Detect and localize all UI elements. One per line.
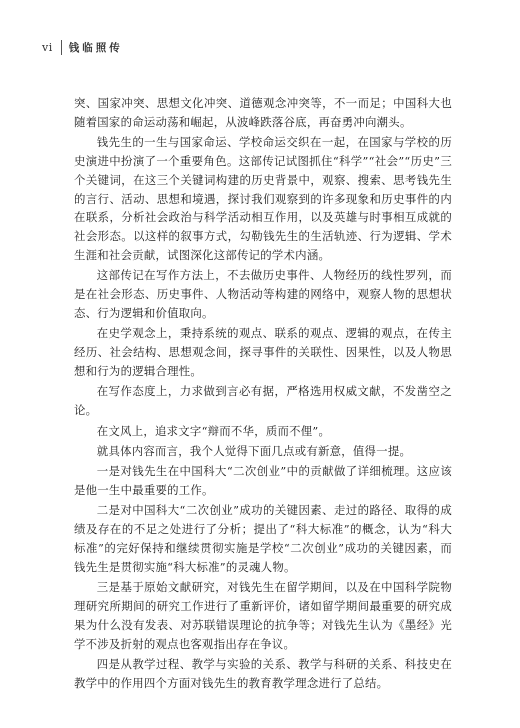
paragraph: 一是对钱先生在中国科大“二次创业”中的贡献做了详细梳理。这应该是他一生中最重要的工作。: [74, 464, 452, 498]
paragraph: 在写作态度上，力求做到言必有据，严格选用权威文献，不发凿空之论。: [74, 384, 452, 418]
paragraph: 就具体内容而言，我个人觉得下面几点或有新意，值得一提。: [96, 443, 412, 458]
paragraph: 在文风上，追求文字“辩而不华，质而不俚”。: [96, 423, 331, 438]
paragraph: 四是从教学过程、教学与实验的关系、教学与科研的关系、科技史在教学中的作用四个方面对钱先生的教育教学理念进行了总结。: [74, 657, 452, 690]
running-book-title: 钱临照传: [68, 41, 123, 54]
paragraph: 三是基于原始文献研究，对钱先生在留学期间，以及在中国科学院物理研究所期间的研究工作进行了重新评价，诸如留学期间最重要的研究成果为什么没有发表、对苏联错误理论的抗争等；对钱先生认为《墨经》光学不涉及折射的观点也客观指出存在争议。: [74, 580, 452, 651]
running-header: [42, 38, 123, 56]
paragraph: 钱先生的一生与国家命运、学校命运交织在一起，在国家与学校的历史演进中扮演了一个重要角色。这部传记试图抓住“科学”“社会”“历史”三个关键词，在这三个关键词构建的历史背景中，观察、搜索、思考钱先生的言行、活动、思想和境遇，探讨我们观察到的许多现象和历史事件的内在联系，分析社会政治与科学活动相互作用，以及英雄与时事相互成就的社会形态。以这样的叙事方式，勾勒钱先生的生活轨迹、行为逻辑、学术生涯和社会贡献，试图深化这部传记的学术内涵。: [74, 135, 452, 262]
paragraph: 在史学观念上，秉持系统的观点、联系的观点、逻辑的观点，在传主经历、社会结构、思想观念间，探寻事件的关联性、因果性，以及人物思想和行为的逻辑合理性。: [74, 326, 452, 378]
body-text: [74, 94, 452, 693]
page-number: vi: [42, 40, 53, 54]
paragraph: 这部传记在写作方法上，不去做历史事件、人物经历的线性罗列，而是在社会形态、历史事件、人物活动等构建的网络中，观察人物的思想状态、行为逻辑和价值取向。: [74, 268, 452, 320]
paragraph: 二是对中国科大“二次创业”成功的关键因素、走过的路径、取得的成绩及存在的不足之处进行了分析；提出了“科大标准”的概念，认为“科大标准”的完好保持和继续贯彻实施是学校“二次创业”成功的关键因素，而钱先生是贯彻实施“科大标准”的灵魂人物。: [74, 503, 452, 574]
paragraph-continued: 突、国家冲突、思想文化冲突、道德观念冲突等，不一而足；中国科大也随着国家的命运动荡和崛起，从波峰跌落谷底，再奋勇冲向潮头。: [74, 96, 452, 129]
header-divider: [61, 40, 62, 55]
